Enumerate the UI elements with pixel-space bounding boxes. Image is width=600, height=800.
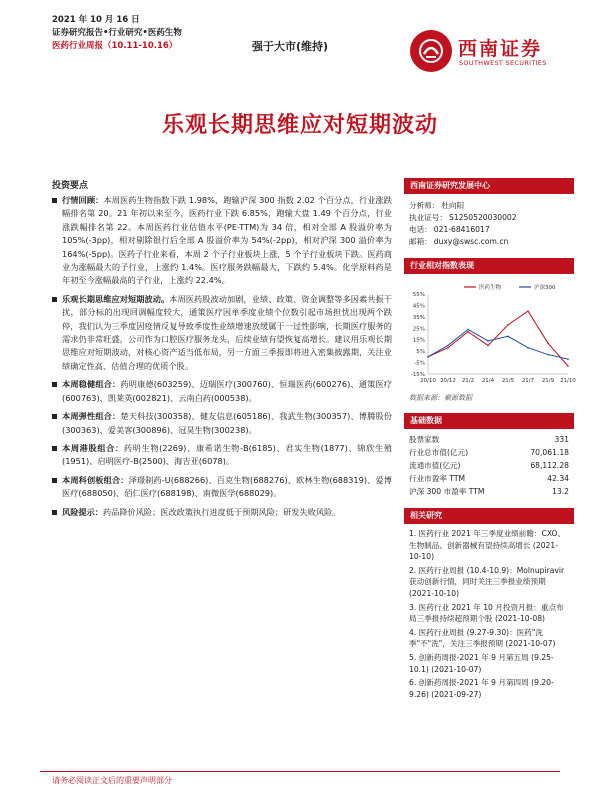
bullet-lead: 行情回顾： [62, 195, 104, 205]
analyst-key: 执业证号： [409, 213, 447, 222]
chart-svg [404, 280, 574, 390]
bullet-text: 楚天科技(300358)、健友信息(605186)、我武生物(300357)、博腾股份(300363)、爱美客(300896)、冠昊生物(300238)。 [62, 411, 392, 435]
table-row [404, 472, 574, 485]
analyst-value: 021-68416017 [433, 225, 490, 234]
research-link[interactable]: 3. 医药行业 2021 年 10 月投资月报：重点布局三季报持续超预期个股 (2021-10-08) [409, 602, 564, 624]
x-tick-label: 21/4 [481, 378, 495, 384]
y-tick-label: -15% [410, 372, 425, 378]
left-column [52, 194, 392, 524]
research-center-bar: 西南证券研究发展中心 [404, 178, 574, 194]
bullet-star-portfolio [52, 474, 392, 501]
table-value: 68,112.28 [530, 461, 569, 470]
legend-label: 医药生物 [479, 285, 502, 291]
y-tick-label: 35% [412, 314, 425, 321]
data-point [527, 310, 529, 312]
table-key: 股票家数 [409, 435, 440, 444]
table-value: 70,061.18 [530, 448, 569, 457]
chart-source: 数据来源：聚源数据 [409, 394, 472, 402]
report-weekly: 医药行业周报（10.11-10.16） [52, 41, 178, 51]
table-row [404, 485, 574, 498]
table-key: 流通市值(亿元) [409, 461, 461, 470]
data-point [467, 331, 469, 333]
bullet-lead: 本周弹性组合： [62, 411, 121, 422]
analyst-key: 电话： [409, 225, 432, 234]
x-tick-label: 21/9 [541, 378, 555, 384]
bullet-text: 泽璟制药-U(688266)、百克生物(688276)、欧林生物(688319)、爱博医疗(688050)、佰仁医疗(688198)、南微医学(688029)。 [62, 474, 392, 499]
y-tick-label: 45% [412, 303, 425, 310]
data-point [487, 345, 489, 347]
research-link[interactable]: 1. 医药行业 2021 年三季度业绩前瞻：CXO、生物制品、创新器械有望持续高增长 (2021-10-10) [409, 529, 566, 562]
data-point [547, 354, 549, 356]
table-value: 331 [554, 435, 569, 444]
bullet-text: 本周医药生物指数下跌 1.98%，跑输沪深 300 指数 2.02 个百分点，行业涨跌幅排名第 20。21 年初以来至今，医药行业下跌 6.85%，跑输大盘 1.49 个百分点，行业涨跌幅排名第 22。本周医药行业估值水平(PE-TTM)为 34 倍，相对全部 A 股溢价率为 105%(-3pp)，相对剔除银行后全部 A 股溢价率为 54%(-2pp)，相对沪深 300 溢价率为 164%(-5pp)。医药子行业来看，本周 2 个子行业板块上涨，5 个子行业板块下跌。医药商业为涨幅最大的子行业，上涨约 1.4%。医疗服务跌幅最大，下跌约 5.4%。化学原料药是年初至今涨幅最高的子行业，上涨约 22.4%。 [62, 195, 392, 286]
analyst-key: 分析师： [409, 201, 440, 210]
bullet-long-term [52, 293, 392, 373]
analyst-row [409, 212, 569, 224]
bullet-text: 药明生物(2269)、康希诺生物-B(6185)、君实生物(1877)、锦欣生殖(1951)、启明医疗-B(2500)、海吉亚(6078)。 [62, 442, 392, 467]
bullet-stable-portfolio [52, 378, 392, 405]
bullet-hk-portfolio [52, 442, 392, 469]
table-key: 沪深 300 市盈率 TTM [409, 487, 485, 496]
basic-data-bar: 基础数据 [404, 413, 574, 429]
rating: 强于大市(维持) [252, 40, 329, 53]
footer-note: 请务必阅读正文后的重要声明部分 [52, 776, 172, 785]
research-link[interactable]: 5. 创新药周报-2021 年 9 月第五周 (9.25-10.1) (2021-10-07) [409, 652, 554, 674]
right-column [404, 178, 574, 702]
analyst-row [409, 200, 569, 212]
report-category: 证券研究报告•行业研究•医药生物 [52, 28, 182, 38]
analyst-key: 邮箱： [409, 237, 432, 246]
x-tick-label: 21/2 [461, 378, 475, 384]
footer-divider [40, 771, 560, 772]
bullet-text: 药明康德(603259)、迈瑞医疗(300760)、恒瑞医药(600276)、通策医疗(600763)、凯莱英(002821)、云南白药(000538)。 [62, 379, 392, 403]
y-tick-label: -5% [414, 360, 425, 367]
bullet-text: 本周医药股波动加剧，业绩、政策、资金调整等多因素共振干扰，部分标的出现回调幅度较大，通策医疗因单季度业绩个位数引起市场担忧出现两个跌停，我们认为三季度因疫情反复导致季度性业绩增速放缓属于一过性影响，长期医疗服务的需求仍非常旺盛，公司作为口腔医疗服务龙头，后续业绩有望恢复高增长。建议用乐观长期思维应对短期波动，对核心资产适当低布局，另一方面三季报即将进入密集披露期，关注业绩确定性高、估值合理的优质个股。 [62, 293, 392, 371]
logo-english: SOUTHWEST SECURITIES [459, 59, 547, 67]
data-point [527, 347, 529, 349]
relative-index-chart [404, 280, 574, 390]
analyst-value: S1250520030002 [448, 213, 517, 222]
analyst-row [409, 236, 569, 248]
table-row [404, 459, 574, 472]
data-point [427, 356, 429, 358]
x-tick-label: 21/7 [521, 378, 535, 384]
research-link[interactable]: 2. 医药行业周报 (10.4-10.9)：Molnupiravir 获动创新行情，同时关注三季报业绩预期 (2021-10-10) [409, 565, 565, 598]
section-title: 投资要点 [52, 181, 89, 191]
data-point [467, 329, 469, 331]
x-tick-label: 20/10 [420, 378, 436, 384]
logo-mark-icon [410, 30, 452, 72]
email-link[interactable]: duxy@swsc.com.cn [433, 237, 509, 246]
data-point [567, 358, 569, 360]
series-line-1 [428, 329, 568, 359]
basic-data-table [404, 433, 574, 498]
bullet-market-review [52, 194, 392, 288]
logo-name: 西南证券 [458, 38, 543, 60]
y-tick-label: 5% [416, 349, 425, 356]
chart-title-bar: 行业相对指数表现 [404, 258, 574, 274]
y-tick-label: 55% [412, 292, 425, 298]
analyst-value: 杜向阳 [441, 201, 465, 210]
bullet-lead: 风险提示： [62, 506, 103, 517]
y-tick-label: 15% [412, 337, 425, 344]
table-key: 行业总市值(亿元) [409, 448, 469, 457]
data-point [507, 324, 509, 326]
bullet-risk [52, 506, 392, 519]
data-point [507, 335, 509, 337]
x-tick-label: 20/12 [440, 378, 456, 384]
bullet-elastic-portfolio [52, 410, 392, 437]
table-value: 42.34 [547, 474, 569, 483]
related-research-bar: 相关研究 [404, 508, 574, 524]
related-research-list [404, 524, 574, 700]
research-link[interactable]: 6. 创新药周报-2021 年 9 月第四周 (9.20-9.26) (2021-09-27) [409, 678, 554, 699]
data-point [447, 345, 449, 347]
header-meta [52, 14, 182, 53]
research-link[interactable]: 4. 医药行业周报 (9.27-9.30)：医药"洗季"不"洗"，关注三季报预期 (2021-10-07) [409, 627, 556, 649]
x-tick-label: 21/5 [501, 378, 515, 384]
report-date: 2021 年 10 月 16 日 [52, 15, 140, 25]
x-tick-label: 21/10 [560, 378, 576, 384]
bullet-lead: 乐观长期思维应对短期波动。 [62, 293, 170, 304]
data-point [567, 365, 569, 367]
y-tick-label: 25% [412, 326, 425, 333]
company-logo [410, 30, 570, 74]
page-title: 乐观长期思维应对短期波动 [161, 113, 438, 138]
table-row [404, 446, 574, 459]
data-point [487, 340, 489, 342]
data-point [547, 342, 549, 344]
bullet-lead: 本周稳健组合： [62, 379, 121, 390]
table-key: 行业市盈率 TTM [409, 474, 466, 483]
bullet-text: 药品降价风险；医改政策执行进度低于预期风险；研发失败风险。 [102, 506, 341, 517]
analyst-info [404, 194, 574, 248]
table-value: 13.2 [552, 487, 569, 496]
table-row [404, 433, 574, 446]
data-point [447, 347, 449, 349]
legend-label: 沪深300 [534, 285, 556, 291]
bullet-lead: 本周科创板组合： [62, 474, 129, 485]
analyst-row [409, 224, 569, 236]
bullet-lead: 本周港股组合： [62, 442, 124, 453]
